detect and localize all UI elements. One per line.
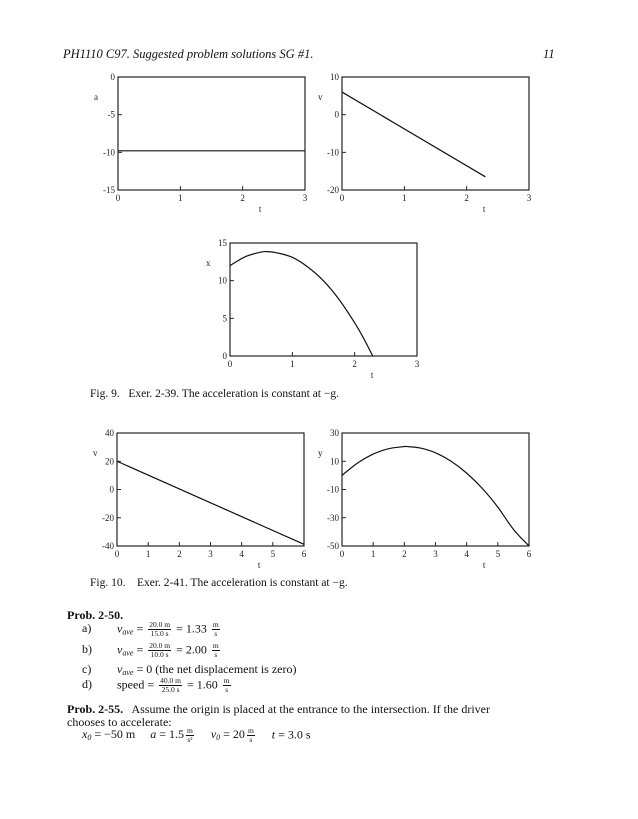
item-label: a) [82,621,92,636]
plot-frame [342,433,529,546]
fraction [159,677,182,694]
y-tick-label: 0 [109,484,114,495]
x-tick-label: 6 [301,549,307,559]
lhs-sub: ave [122,668,134,677]
var-t [272,727,311,741]
x-tick-label: 3 [526,193,532,203]
unit [247,727,255,744]
y-tick-label: 10 [330,72,339,82]
unit [186,727,194,744]
y-tick-label: 10 [330,456,339,467]
x-tick-label: 6 [526,549,532,559]
unit-num: m [223,676,230,685]
x-tick-label: 0 [114,549,120,559]
denominator: 25.0 s [161,685,180,694]
y-tick-label: 40 [105,428,114,438]
y-axis-label: v [318,92,323,102]
x-tick-label: 1 [370,549,376,559]
fraction [148,642,171,659]
lhs: v [117,642,123,657]
x-axis-label: t [482,560,486,570]
prob-2-50-item-a [82,621,222,638]
y-tick-label: -5 [107,109,115,120]
x-tick-label: 2 [352,359,357,369]
unit-den: s [214,650,218,659]
running-header: PH1110 C97. Suggested problem solutions SG #1. [63,47,314,61]
y-tick-label: -15 [103,185,115,195]
y-tick-label: -20 [327,185,339,195]
y-tick-label: -20 [102,512,114,523]
statement: = 0 (the net displacement is zero) [136,662,297,676]
prob-2-55-vars [82,727,311,744]
series-line-vt [117,461,304,544]
y-axis-label: a [94,92,98,102]
caption-fig9-text: Exer. 2-39. The acceleration is constant at −g. [128,388,339,400]
x-tick-label: 0 [339,193,345,203]
x-tick-label: 1 [402,193,407,203]
y-axis-label: y [318,448,323,458]
y-tick-label: -10 [327,484,339,495]
prob-2-55-heading: Prob. 2-55. [67,702,124,716]
var-x0 [82,727,135,741]
prob-2-50-item-c [82,662,296,677]
y-tick-label: 10 [218,275,227,286]
x-tick-label: 1 [145,549,151,559]
caption-fig9 [90,388,339,400]
unit [223,677,231,694]
lhs-sub: ave [122,627,134,637]
series-line-yt [342,446,529,546]
unit-num: m [212,620,219,629]
x-tick-label: 2 [177,549,182,559]
y-tick-label: -10 [103,147,115,158]
x-axis-label: t [370,370,374,380]
x-tick-label: 4 [464,549,469,559]
y-tick-label: 30 [330,428,339,438]
numerator: 40.0 m [160,676,181,685]
x-tick-label: 1 [178,193,183,203]
x-tick-label: 2 [464,193,469,203]
y-tick-label: 0 [334,109,339,120]
y-tick-label: -10 [327,147,339,158]
unit-num: m [247,726,254,735]
unit-den: s [249,735,253,744]
sub: 0 [87,733,92,743]
x-tick-label: 0 [115,193,121,203]
y-tick-label: 0 [110,72,115,82]
x-tick-label: 5 [270,549,276,559]
unit-den: s [225,685,229,694]
plot-fig9-position [202,236,432,381]
fraction [148,621,171,638]
y-tick-label: -30 [327,512,339,523]
x-axis-label: t [482,204,486,214]
x-tick-label: 2 [402,549,407,559]
prob-2-50-heading: Prob. 2-50. [67,608,124,622]
var-a [150,726,196,744]
y-axis-label: v [93,448,98,458]
x-tick-label: 3 [433,549,438,559]
x-tick-label: 1 [290,359,295,369]
y-tick-label: -40 [102,541,114,551]
plot-fig10-velocity [89,426,319,571]
x-tick-label: 3 [208,549,213,559]
y-tick-label: 20 [105,456,114,467]
item-label: d) [82,677,92,692]
val: = 3.0 s [278,727,311,742]
caption-fig10-text: Exer. 2-41. The acceleration is constant at −g. [136,577,348,589]
result: = 1.60 [186,677,218,692]
x-tick-label: 0 [227,359,233,369]
caption-fig10-label: Fig. 10. [90,577,126,589]
eq: = [136,642,144,657]
sub: 0 [216,733,221,743]
x-tick-label: 4 [239,549,244,559]
plot-frame [118,77,305,190]
x-tick-label: 2 [240,193,245,203]
lhs: speed [117,677,145,692]
x-tick-label: 5 [495,549,501,559]
numerator: 20.0 m [149,620,171,629]
y-tick-label: 5 [222,313,227,324]
page-number: 11 [543,47,555,61]
y-tick-label: 0 [222,351,227,361]
eq: = [136,621,144,636]
y-tick-label: 15 [218,238,227,248]
series-line-xt [230,252,373,356]
x-tick-label: 3 [414,359,420,369]
item-label: c) [82,662,92,676]
y-axis-label: x [206,258,211,268]
result: = 2.00 [176,642,207,657]
plot-fig9-velocity [314,70,544,215]
x-tick-label: 3 [302,193,308,203]
unit [212,621,220,638]
lhs: v [117,662,123,676]
unit [212,642,220,659]
sym: x [82,727,88,742]
unit-den: s [214,629,218,638]
x-tick-label: 0 [339,549,345,559]
lhs: v [117,621,123,636]
y-tick-label: -50 [327,541,339,551]
plot-fig9-acceleration [90,70,320,215]
denominator: 10.0 s [150,650,169,659]
plot-fig10-height [314,426,544,571]
denominator: 15.0 s [150,629,169,638]
val: = 1.5 [159,727,184,742]
plot-frame [117,433,304,546]
sym: a [150,727,157,742]
numerator: 20.0 m [149,641,171,650]
val: = −50 m [94,727,136,742]
prob-2-55-text-line1: Assume the origin is placed at the entrance to the intersection. If the driver [131,702,490,716]
lhs-sub: ave [122,648,134,658]
result: = 1.33 [176,621,207,636]
sym: v [210,727,217,742]
eq: = [147,677,155,692]
unit-num: m [186,726,193,735]
item-label: b) [82,642,92,657]
series-line-vt [342,92,485,177]
val: = 20 [223,727,245,742]
plot-frame [230,243,417,356]
prob-2-50-item-b [82,642,222,659]
caption-fig9-label: Fig. 9. [90,388,120,400]
unit-num: m [212,641,219,650]
prob-2-55-text-line2: chooses to accelerate: [67,715,172,729]
x-axis-label: t [258,204,262,214]
prob-2-50-item-d [82,677,233,694]
unit-den: s² [187,735,193,744]
var-v0 [210,726,257,744]
caption-fig10 [90,577,348,589]
sym: t [271,727,276,742]
plot-frame [342,77,529,190]
x-axis-label: t [257,560,261,570]
